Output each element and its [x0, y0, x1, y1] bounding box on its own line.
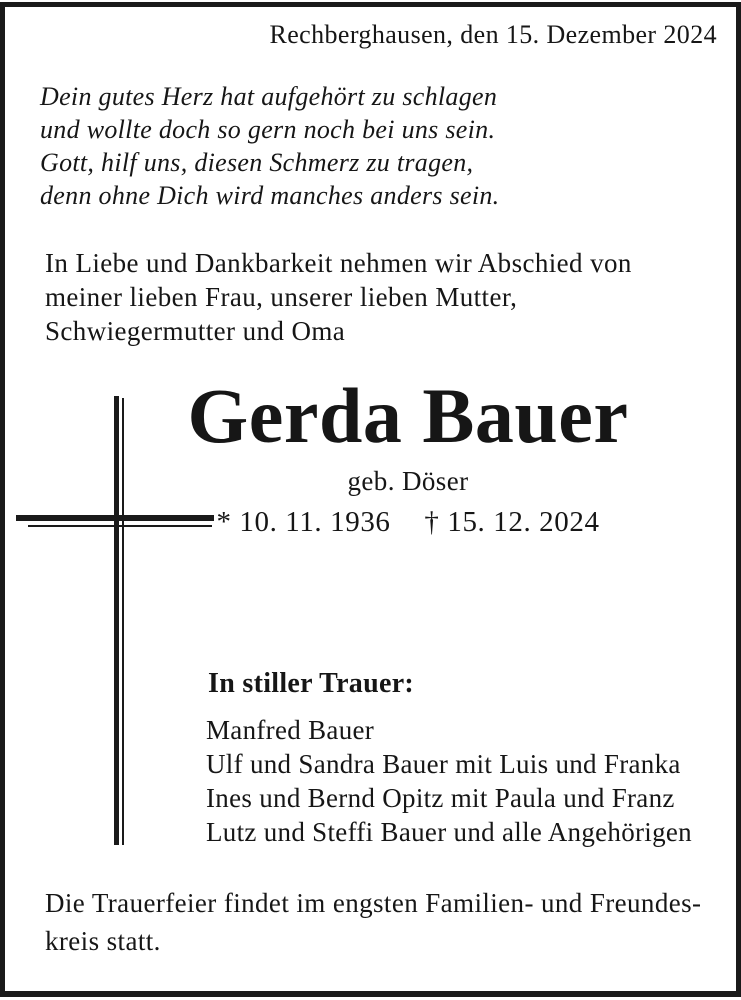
funeral-info	[45, 884, 701, 960]
intro-paragraph	[45, 246, 632, 348]
deceased-name: Gerda Bauer	[187, 372, 629, 459]
maiden-name: geb. Döser	[347, 466, 469, 496]
life-dates	[130, 506, 686, 539]
dateline: Rechberghausen, den 15. Dezember 2024	[269, 20, 717, 49]
funeral-info-line: Die Trauerfeier findet im engsten Familien- und Freundes-	[45, 888, 702, 918]
mourning-heading: In stiller Trauer:	[208, 668, 415, 699]
death-date: † 15. 12. 2024	[424, 506, 600, 538]
mourner-name: Manfred Bauer	[206, 715, 375, 745]
mourning-section	[206, 668, 692, 849]
poem-line: Dein gutes Herz hat aufgehört zu schlagen	[40, 82, 498, 111]
cross-vertical-bar	[114, 396, 119, 845]
mourner-name: Ines und Bernd Opitz mit Paula und Franz	[206, 783, 675, 813]
intro-line: meiner lieben Frau, unserer lieben Mutter,	[45, 282, 518, 312]
mourner-list	[206, 713, 692, 849]
poem-line: denn ohne Dich wird manches anders sein.	[40, 181, 500, 210]
intro-line: In Liebe und Dankbarkeit nehmen wir Abschied von	[45, 248, 632, 278]
mourner-name: Ulf und Sandra Bauer mit Luis und Franka	[206, 749, 681, 779]
intro-line: Schwiegermutter und Oma	[45, 316, 346, 346]
birth-date: * 10. 11. 1936	[216, 506, 391, 538]
funeral-info-line: kreis statt.	[45, 926, 161, 956]
poem-line: und wollte doch so gern noch bei uns sein.	[40, 115, 496, 144]
mourner-name: Lutz und Steffi Bauer und alle Angehörigen	[206, 817, 692, 847]
poem-line: Gott, hilf uns, diesen Schmerz zu tragen,	[40, 148, 474, 177]
cross-vertical-shadow-line	[122, 398, 124, 845]
memorial-poem	[40, 80, 499, 212]
